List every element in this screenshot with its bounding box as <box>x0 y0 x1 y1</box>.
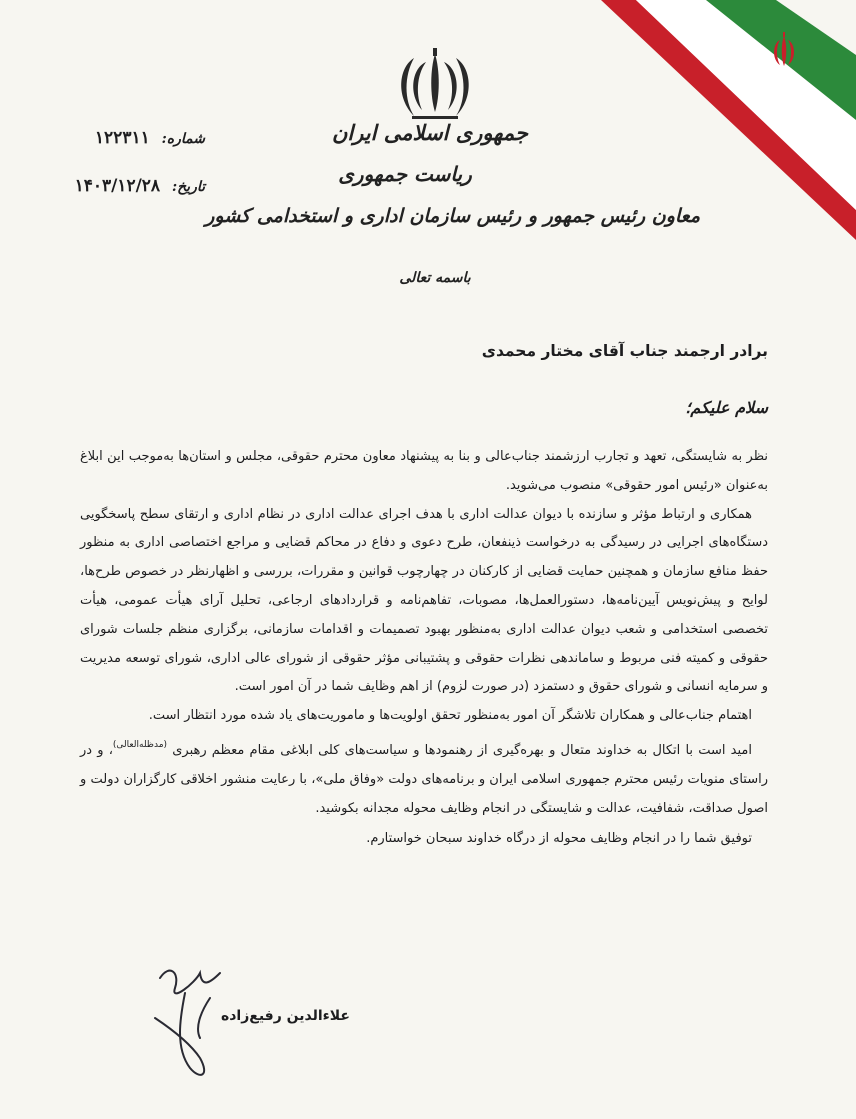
salutation: سلام علیکم؛ <box>685 398 768 417</box>
letter-date-value: ۱۴۰۳/۱۲/۲۸ <box>74 176 161 196</box>
paragraph-hope-continuation: ، و در راستای منویات رئیس محترم جمهوری اسلامی ایران و برنامه‌های دولت «وفاق ملی»، با رعایت منشور اخلاقی کارگزاران دولت و اصول صداقت، شفافیت، عدالت و شایستگی در انجام وظایف محوله مجدانه بکوشید. <box>80 742 768 816</box>
letterhead-vice-president: معاون رئیس جمهور و رئیس سازمان اداری و استخدامی کشور <box>205 205 700 227</box>
letterhead-presidency: ریاست جمهوری <box>338 162 472 186</box>
letter-number-label: شماره: <box>161 131 205 147</box>
letter-number <box>94 128 205 148</box>
paragraph-duties: همکاری و ارتباط مؤثر و سازنده با دیوان عدالت اداری با هدف اجرای عدالت اداری در نظام اداری و ارتقای سطح پاسخگویی دستگاه‌های اجرایی در رسیدگی به درخواست ذینفعان، طرح دعوی و دفاع در محاکم قضایی و مراجع اختصاصی اداری به منظور حفظ منافع سازمان و همچنین حمایت قضایی از کارکنان در چهارچوب قوانین و مقررات، بررسی و اظهارنظر در خصوص طرح‌ها، لوایح و پیش‌نویس آیین‌نامه‌ها، دستورالعمل‌ها، مصوبات، تفاهم‌نامه و قراردادهای ارجاعی، تحلیل آرای هیأت عمومی، هیأت تخصصی استخدامی و شعب دیوان عدالت اداری به‌منظور بهبود تصمیمات و اقدامات سازمانی، برگزاری منظم جلسات شورای حقوقی و کمیته فنی مربوط و ساماندهی نظرات حقوقی و پشتیبانی مؤثر حقوقی از شورای عالی اداری، شورای توسعه مدیریت و سرمایه انسانی و شورای حقوق و دستمزد (در صورت لزوم) از اهم وظایف شما در آن امور است. <box>80 506 768 695</box>
letter-date-label: تاریخ: <box>171 179 205 195</box>
paragraph-appointment: نظر به شایستگی، تعهد و تجارب ارزشمند جناب‌عالی و بنا به پیشنهاد معاون محترم حقوقی، مجلس و استان‌ها به‌موجب این ابلاغ به‌عنوان «رئیس امور حقوقی» منصوب می‌شوید. <box>80 449 768 493</box>
letter-number-value: ۱۲۲۳۱۱ <box>94 128 150 148</box>
signatory-name: علاءالدین رفیع‌زاده <box>220 1008 350 1024</box>
paragraph-hope-text: امید است با اتکال به خداوند متعال و بهره‌گیری از رهنمودها و سیاست‌های کلی ابلاغی مقام معظم رهبری <box>172 742 752 758</box>
closing: توفیق شما را در انجام وظایف محوله از درگاه خداوند سبحان خواستارم. <box>366 831 752 847</box>
paragraph-hope <box>80 731 768 823</box>
letterhead-bismillah: باسمه تعالی <box>399 270 471 286</box>
honorific: (مدظله‌العالی) <box>112 739 168 750</box>
addressee: برادر ارجمند جناب آقای مختار محمدی <box>481 342 768 360</box>
flag-ribbon <box>596 0 856 240</box>
letter-body <box>80 443 768 854</box>
letterhead-republic: جمهوری اسلامی ایران <box>331 120 529 145</box>
emblem-icon <box>392 48 478 122</box>
letter-date <box>65 176 205 196</box>
paragraph-expectation: اهتمام جناب‌عالی و همکاران تلاشگر آن امور به‌منظور تحقق اولویت‌ها و ماموریت‌های یاد شده مورد انتظار است. <box>148 708 752 724</box>
